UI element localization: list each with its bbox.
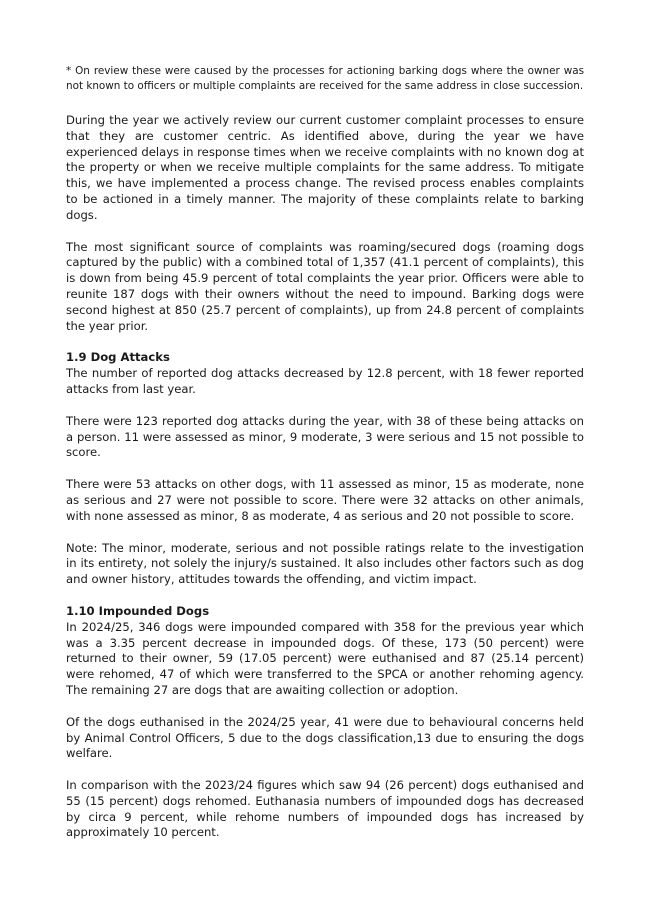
section-dog-attacks: [66, 350, 584, 588]
paragraph-attacks-on-persons: There were 123 reported dog attacks during the year, with 38 of these being attacks on a person. 11 were assessed as minor, 9 moderate, 3 were serious and 15 not possible to score.: [66, 413, 584, 460]
section-heading: 1.10 Impounded Dogs: [66, 603, 210, 618]
paragraph-ratings-note: Note: The minor, moderate, serious and not possible ratings relate to the investigation in its entirety, not solely the injury/s sustained. It also includes other factors such as dog and owner history, attitudes towards the offending, and victim impact.: [66, 540, 584, 587]
paragraph-euthanasia-reasons: Of the dogs euthanised in the 2024/25 year, 41 were due to behavioural concerns held by Animal Control Officers, 5 due to the dogs classification,13 due to ensuring the dogs welfare.: [66, 714, 584, 761]
paragraph-impound-summary: In 2024/25, 346 dogs were impounded compared with 358 for the previous year which was a 3.35 percent decrease in impounded dogs. Of these, 173 (50 percent) were returned to their owner, 59 (17.05 percent) were euthanised and 87 (25.14 percent) were rehomed, 47 of which were transferred to the SPCA or another rehoming agency. The remaining 27 are dogs that are awaiting collection or adoption.: [66, 619, 584, 697]
paragraph-attacks-summary: The number of reported dog attacks decreased by 12.8 percent, with 18 fewer reported attacks from last year.: [66, 366, 584, 396]
paragraph-year-comparison: In comparison with the 2023/24 figures which saw 94 (26 percent) dogs euthanised and 55 (15 percent) dogs rehomed. Euthanasia numbers of impounded dogs has decreased by circa 9 percent, while rehome numbers of impounded dogs has increased by approximately 10 percent.: [66, 778, 584, 840]
paragraph-attacks-on-animals: There were 53 attacks on other dogs, with 11 assessed as minor, 15 as moderate, none as serious and 27 were not possible to score. There were 32 attacks on other animals, with none assessed as minor, 8 as moderate, 4 as serious and 20 not possible to score.: [66, 477, 584, 523]
section-heading: 1.9 Dog Attacks: [66, 350, 170, 365]
footnote: * On review these were caused by the processes for actioning barking dogs where the owner was not known to officers or multiple complaints are received for the same address in close succession.: [66, 65, 584, 92]
paragraph-complaint-process: During the year we actively review our current customer complaint processes to ensure that they are customer centric. As identified above, during the year we have experienced delays in response times when we receive complaints with no known dog at the property or when we receive multiple complaints for the same address. To mitigate this, we have implemented a process change. The revised process enables complaints to be actioned in a timely manner. The majority of these complaints relate to barking dogs.: [66, 113, 584, 222]
document-page: [66, 64, 584, 857]
paragraph-complaint-sources: The most significant source of complaints was roaming/secured dogs (roaming dogs captured by the public) with a combined total of 1,357 (41.1 percent of complaints), this is down from being 45.9 percent of total complaints the year prior. Officers were able to reunite 187 dogs with their owners without the need to impound. Barking dogs were second highest at 850 (25.7 percent of complaints), up from 24.8 percent of complaints the year prior.: [66, 239, 584, 333]
section-impounded-dogs: [66, 604, 584, 841]
